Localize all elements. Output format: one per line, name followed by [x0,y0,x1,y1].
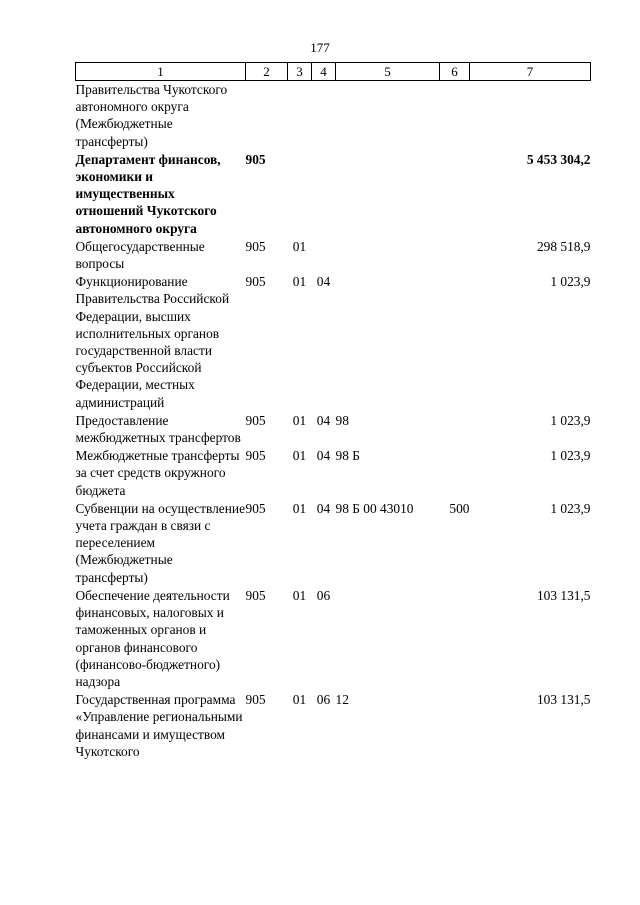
header-col-2: 2 [246,63,288,81]
row-subsection: 04 [316,500,331,516]
header-col-3: 3 [288,63,312,81]
row-name: Межбюджетные трансферты за счет средств окружного бюджета [75,448,240,498]
table-row [76,500,591,587]
table-row [76,412,591,447]
row-expense-type [440,691,470,761]
row-amount: 298 518,9 [536,238,591,254]
header-col-4: 4 [312,63,336,81]
row-subsection [312,238,336,273]
row-target-article [336,587,440,691]
table-row [76,587,591,691]
row-amount: 1 023,9 [550,274,591,290]
row-target-article: 98 Б [335,448,360,464]
row-ministry-code: 905 [245,500,266,516]
row-ministry-code: 905 [245,692,266,708]
row-name: Функционирование Правительства Российской Федерации, высших исполнительных органов государственной власти субъектов Российской Федерации, местных администраций [75,274,230,410]
row-expense-type [440,151,470,238]
row-expense-type [440,238,470,273]
row-target-article: 12 [335,692,349,708]
row-name: Субвенции на осуществление учета граждан в связи с переселением (Межбюджетные трансферты) [75,500,246,585]
row-amount [470,81,591,151]
row-name: Общегосударственные вопросы [75,238,205,272]
table-row [76,447,591,500]
table-row [76,238,591,273]
row-ministry-code: 905 [245,274,266,290]
row-name: Государственная программа «Управление региональными финансами и имуществом Чукотского [75,692,243,759]
header-row [76,63,591,81]
row-ministry-code [246,81,288,151]
row-expense-type [440,412,470,447]
row-ministry-code: 905 [245,238,266,254]
row-target-article [336,273,440,412]
budget-table [75,62,591,761]
row-expense-type [440,273,470,412]
row-name: Предоставление межбюджетных трансфертов [75,412,241,446]
row-subsection: 06 [316,587,331,603]
row-section: 01 [292,238,307,254]
row-expense-type [440,447,470,500]
row-section: 01 [292,448,307,464]
row-ministry-code: 905 [245,412,266,428]
row-target-article: 98 Б 00 43010 [335,500,414,516]
row-amount: 103 131,5 [536,587,591,603]
row-subsection: 04 [316,412,331,428]
table-row [76,273,591,412]
row-amount: 103 131,5 [536,692,591,708]
row-section: 01 [292,500,307,516]
table-row [76,151,591,238]
row-amount: 1 023,9 [550,448,591,464]
row-target-article [336,238,440,273]
row-section: 01 [292,412,307,428]
row-section: 01 [292,274,307,290]
row-ministry-code: 905 [245,448,266,464]
row-amount: 5 453 304,2 [526,151,591,167]
row-subsection: 04 [316,274,331,290]
row-target-article [336,81,440,151]
row-target-article: 98 [335,412,349,428]
row-expense-type [440,81,470,151]
row-subsection [312,151,336,238]
row-ministry-code: 905 [245,587,266,603]
header-col-7: 7 [470,63,591,81]
row-expense-type [440,587,470,691]
header-col-6: 6 [440,63,470,81]
header-col-1: 1 [76,63,246,81]
row-name: Обеспечение деятельности финансовых, налоговых и таможенных органов и органов финансового (финансово-бюджетного) надзора [75,587,230,689]
row-subsection [312,81,336,151]
row-amount: 1 023,9 [550,500,591,516]
table-row [76,691,591,761]
row-name: Департамент финансов, экономики и имущественных отношений Чукотского автономного округа [75,151,221,236]
row-subsection: 06 [316,692,331,708]
row-section [288,81,312,151]
row-section [288,151,312,238]
page-number: 177 [310,40,330,55]
row-expense-type: 500 [449,500,470,516]
row-subsection: 04 [316,448,331,464]
row-ministry-code: 905 [245,151,266,167]
row-name: Правительства Чукотского автономного округа (Межбюджетные трансферты) [75,82,228,149]
row-target-article [336,151,440,238]
header-col-5: 5 [336,63,440,81]
row-section: 01 [292,692,307,708]
row-section: 01 [292,587,307,603]
table-row [76,81,591,151]
row-amount: 1 023,9 [550,412,591,428]
